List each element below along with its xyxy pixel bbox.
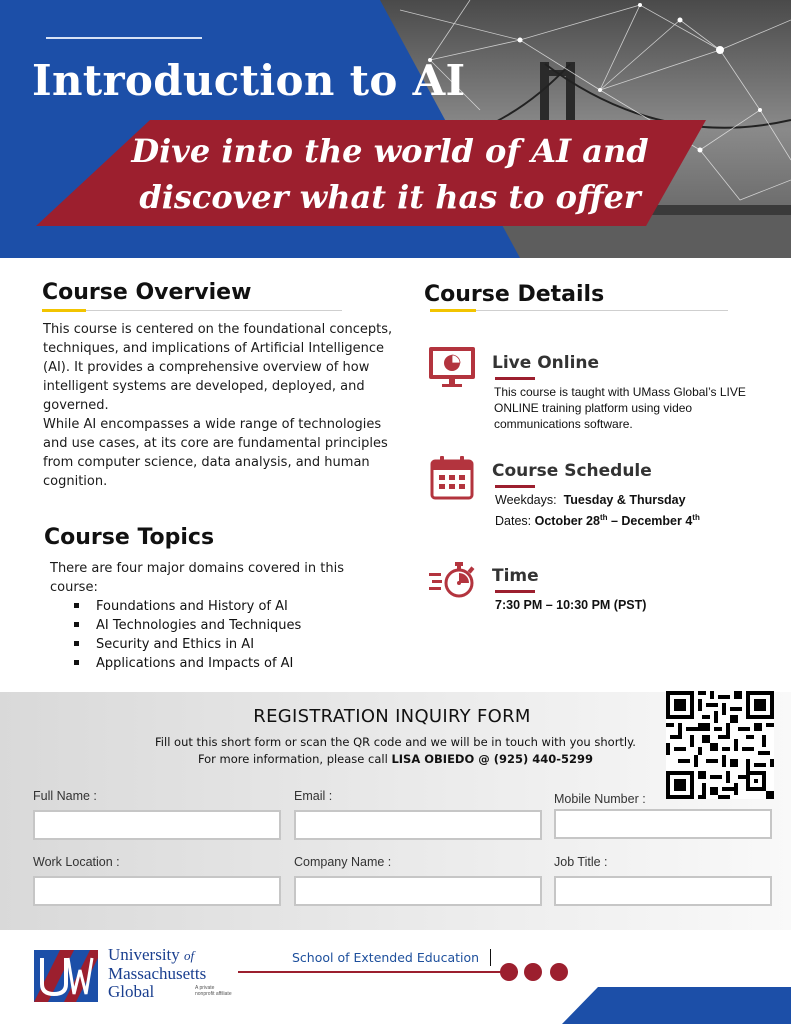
footer-rule (238, 971, 518, 973)
live-online-bar (495, 377, 535, 380)
overview-underline-accent (42, 309, 86, 312)
qr-code-icon[interactable] (666, 691, 774, 799)
tagline-line-1: Dive into the world of AI and (131, 132, 649, 170)
overview-heading: Course Overview (42, 280, 252, 305)
bullet-icon (74, 603, 79, 608)
text-cursor (490, 949, 491, 966)
job-title-label: Job Title : (554, 855, 608, 869)
calendar-icon (430, 455, 474, 500)
dates-start: October 28 (534, 514, 600, 529)
topics-heading: Course Topics (44, 525, 215, 550)
hero-tagline (120, 128, 660, 220)
schedule-weekdays (495, 493, 686, 507)
company-label: Company Name : (294, 855, 392, 869)
topics-intro-line: There are four major domains covered in this (50, 561, 344, 576)
uni-tagline-1: A private (195, 985, 215, 991)
list-item (72, 616, 301, 635)
monitor-chart-icon (428, 346, 476, 388)
list-item (72, 597, 301, 616)
dates-start-suffix: th (599, 513, 608, 522)
contact-phone: LISA OBIEDO @ (925) 440-5299 (391, 752, 594, 766)
overview-underline (86, 310, 342, 311)
schedule-dates (495, 513, 700, 528)
live-online-line: This course is taught with UMass Global’s LIVE (494, 385, 746, 399)
details-heading: Course Details (424, 282, 605, 307)
contact-prefix: For more information, please call (197, 752, 392, 766)
schedule-title: Course Schedule (492, 461, 652, 481)
time-bar (495, 590, 535, 593)
schedule-bar (495, 485, 535, 488)
email-label: Email : (294, 789, 333, 803)
university-name (108, 946, 206, 1001)
dates-end: December 4 (621, 514, 693, 529)
full-name-label: Full Name : (33, 789, 97, 803)
topic-label: Foundations and History of AI (96, 599, 288, 614)
list-item (72, 654, 301, 673)
mobile-label: Mobile Number : (554, 792, 646, 806)
overview-line: intelligent systems are developed, deployed, and (43, 379, 365, 394)
tagline-line-2: discover what it has to offer (139, 178, 641, 216)
live-online-description (494, 384, 746, 432)
time-title: Time (492, 566, 539, 586)
dates-end-suffix: th (692, 513, 700, 522)
umass-logo-icon (34, 950, 98, 1002)
page-title: Introduction to AI (32, 56, 466, 105)
time-value: 7:30 PM – 10:30 PM (PST) (495, 598, 647, 612)
full-name-field[interactable] (33, 810, 281, 840)
weekdays-label: Weekdays: (495, 493, 557, 507)
mobile-field[interactable] (554, 809, 772, 839)
overview-line: (AI). It provides a comprehensive overview of how (43, 360, 370, 375)
list-item (72, 635, 301, 654)
overview-line: While AI encompasses a wide range of technologies (43, 417, 382, 432)
live-online-line: ONLINE training platform using video (494, 401, 693, 415)
company-field[interactable] (294, 876, 542, 906)
details-underline (476, 310, 728, 311)
footer-dot (550, 963, 568, 981)
topic-label: Security and Ethics in AI (96, 637, 255, 652)
job-title-field[interactable] (554, 876, 772, 906)
overview-line: from computer science, data analysis, and human (43, 455, 370, 470)
bullet-icon (74, 641, 79, 646)
overview-line: and use cases, at its core are fundamental principles (43, 436, 388, 451)
overview-line: techniques, and implications of Artificial Intelligence (43, 341, 385, 356)
weekdays-value: Tuesday & Thursday (563, 493, 686, 507)
form-title-text: REGISTRATION INQUIRY FORM (253, 706, 531, 727)
topic-label: Applications and Impacts of AI (96, 656, 294, 671)
bullet-icon (74, 660, 79, 665)
work-location-label: Work Location : (33, 855, 120, 869)
topics-intro (50, 559, 344, 597)
work-location-field[interactable] (33, 876, 281, 906)
stopwatch-icon (429, 561, 477, 599)
uni-line-2: Massachusetts (108, 964, 207, 983)
uni-tagline-2: nonprofit affiliate (195, 991, 232, 997)
topic-label: AI Technologies and Techniques (96, 618, 302, 633)
topics-list (72, 597, 301, 673)
uni-line-3: Global (108, 982, 155, 1001)
dates-separator: – (607, 514, 622, 529)
footer-dot (524, 963, 542, 981)
uni-tagline (195, 985, 232, 997)
uni-of: of (184, 948, 195, 963)
email-field[interactable] (294, 810, 542, 840)
live-online-line: communications software. (494, 417, 633, 431)
details-underline-accent (430, 309, 476, 312)
uni-line-1: University (108, 945, 180, 964)
form-subtitle: Fill out this short form or scan the QR code and we will be in touch with you shortly. (155, 735, 636, 749)
topics-intro-line: course: (50, 580, 98, 595)
overview-line: cognition. (43, 474, 108, 489)
overview-paragraph (43, 320, 392, 491)
live-online-title: Live Online (492, 353, 600, 373)
school-name: School of Extended Education (292, 950, 480, 965)
footer-dot (500, 963, 518, 981)
bullet-icon (74, 622, 79, 627)
hero-banner (0, 0, 791, 258)
dates-label: Dates: (495, 514, 532, 529)
overview-line: This course is centered on the foundational concepts, (43, 322, 393, 337)
overview-line: governed. (43, 398, 109, 413)
